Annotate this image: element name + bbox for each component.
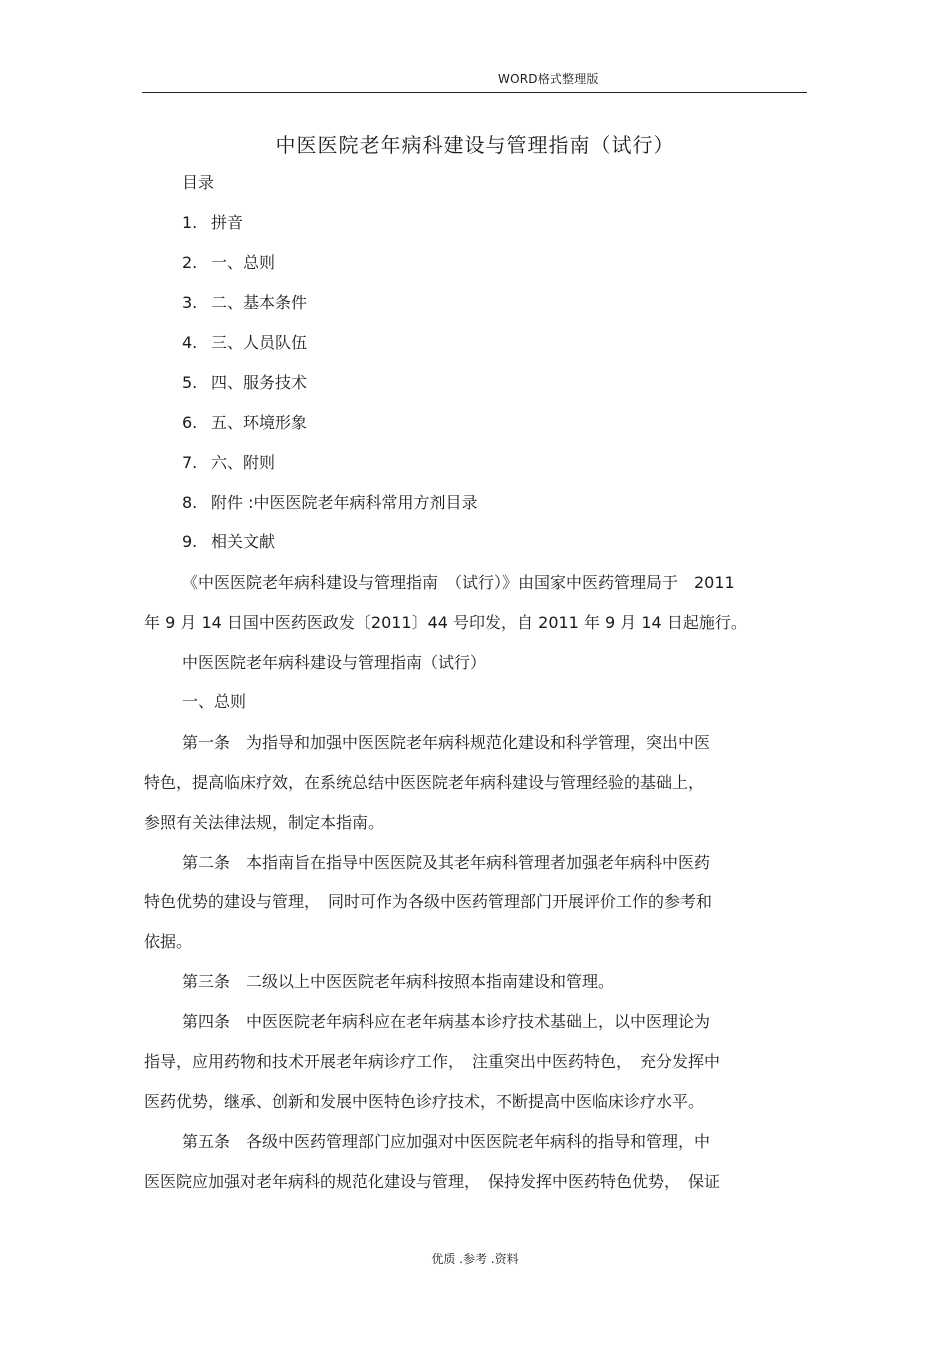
toc-heading: 目录 [182,173,215,192]
article-line: 医药优势，继承、创新和发展中医特色诊疗技术，不断提高中医临床诊疗水平。 [144,1092,705,1111]
toc-item-number: 3. [182,293,198,312]
toc-item-number: 5. [182,373,198,392]
toc-item-number: 4. [182,333,198,352]
toc-item [182,372,307,394]
toc-item [182,412,307,434]
toc-item [182,452,275,474]
header-text: WORD格式整理版 [498,72,599,86]
toc-item-number: 9. [182,532,198,551]
page-footer: 优质 .参考 .资料 [431,1252,519,1266]
toc-item-number: 2. [182,253,198,272]
toc-item-label: 六、附则 [211,453,276,472]
toc-item [182,292,307,314]
toc-item-label: 五、环境形象 [211,413,308,432]
article-line: 第二条 本指南旨在指导中医医院及其老年病科管理者加强老年病科中医药 [182,853,711,872]
article-line: 特色优势的建设与管理， 同时可作为各级中医药管理部门开展评价工作的参考和 [144,892,713,911]
article-line: 指导，应用药物和技术开展老年病诊疗工作， 注重突出中医药特色， 充分发挥中 [144,1052,721,1071]
section-subtitle: 中医医院老年病科建设与管理指南（试行） [182,653,487,672]
toc-item-label: 三、人员队伍 [211,333,308,352]
toc-item [182,531,275,553]
toc-item [182,492,477,514]
intro-paragraph-line: 《中医医院老年病科建设与管理指南 （试行）》由国家中医药管理局于 2011 [182,573,735,592]
article-line: 医医院应加强对老年病科的规范化建设与管理， 保持发挥中医药特色优势， 保证 [144,1172,721,1191]
document-title: 中医医院老年病科建设与管理指南（试行） [275,133,675,157]
article-line: 依据。 [144,932,193,951]
page-header [142,64,807,93]
toc-item [182,252,275,274]
toc-item-label: 拼音 [211,213,244,232]
toc-item-label: 相关文献 [211,532,276,551]
toc-item [182,212,243,234]
article-line: 第一条 为指导和加强中医医院老年病科规范化建设和科学管理，突出中医 [182,733,711,752]
article-line: 第五条 各级中医药管理部门应加强对中医医院老年病科的指导和管理，中 [182,1132,711,1151]
section-heading: 一、总则 [182,692,247,711]
toc-item-number: 8. [182,493,198,512]
toc-item-label: 二、基本条件 [211,293,308,312]
toc-item [182,332,307,354]
toc-item-label: 四、服务技术 [211,373,308,392]
toc-item-number: 6. [182,413,198,432]
article-line: 第三条 二级以上中医医院老年病科按照本指南建设和管理。 [182,972,615,991]
article-line: 参照有关法律法规，制定本指南。 [144,813,385,832]
article-line: 特色，提高临床疗效，在系统总结中医医院老年病科建设与管理经验的基础上， [144,773,705,792]
toc-item-label: 附件 :中医医院老年病科常用方剂目录 [211,493,478,512]
toc-item-number: 1. [182,213,198,232]
toc-item-label: 一、总则 [211,253,276,272]
intro-paragraph-line: 年 9 月 14 日国中医药医政发〔2011〕44 号印发，自 2011 年 9 月 14 日起施行。 [144,613,747,632]
toc-item-number: 7. [182,453,198,472]
article-line: 第四条 中医医院老年病科应在老年病基本诊疗技术基础上，以中医理论为 [182,1012,711,1031]
